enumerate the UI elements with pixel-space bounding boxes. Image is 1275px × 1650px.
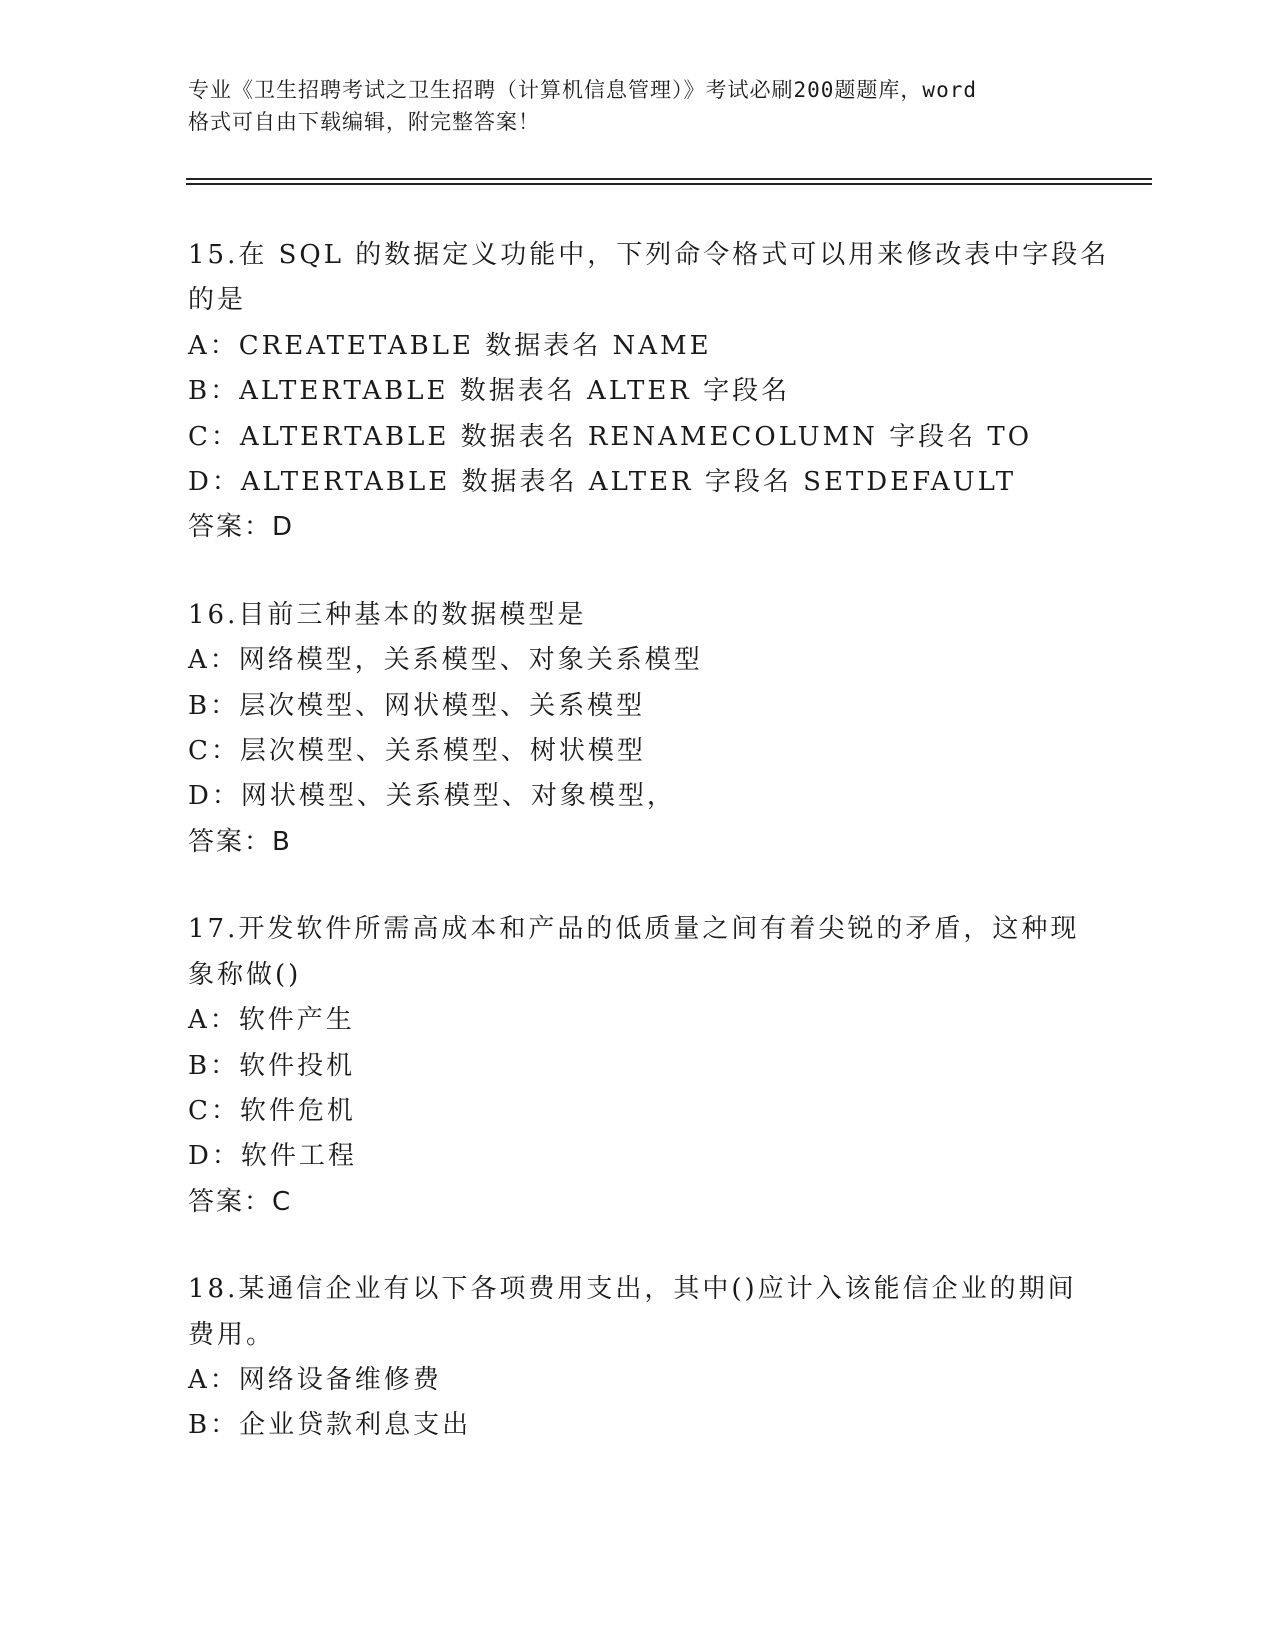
answer-key: 答案：D [188,512,295,543]
option-letter: C： [188,736,240,767]
question-stem-line: 15.在 SQL 的数据定义功能中，下列命令格式可以用来修改表中字段名 [188,240,1110,270]
option-text: 层次模型、关系模型、树状模型 [239,736,646,767]
answer-option [188,1089,1088,1134]
option-letter: D： [188,1141,241,1172]
option-letter: B： [188,376,240,407]
answer-key: 答案：C [188,1186,293,1217]
answer-option [188,369,1088,414]
header-title-line-2: 格式可自由下载编辑，附完整答案！ [188,110,540,134]
answer-option [188,415,1088,460]
option-letter: C： [188,421,240,452]
answer-option [188,1044,1088,1089]
option-text: 软件危机 [239,1095,356,1126]
option-text: 网状模型、关系模型、对象模型， [240,781,676,812]
answer-option [188,1358,1088,1403]
question-stem [188,1267,1088,1358]
question-stem-line: 16.目前三种基本的数据模型是 [188,599,587,630]
option-letter: C： [188,1095,240,1126]
option-text: 软件工程 [240,1141,357,1172]
answer-option [188,1403,1088,1448]
option-text: 网络设备维修费 [238,1364,442,1395]
option-text: ALTERTABLE 数据表名 ALTER 字段名 SETDEFAULT [240,467,1017,498]
answer-option [188,729,1088,774]
option-text: 软件投机 [239,1050,356,1081]
question-stem [188,593,1088,638]
option-text: 软件产生 [238,1005,355,1036]
option-text: ALTERTABLE 数据表名 RENAMECOLUMN 字段名 TO [239,421,1033,452]
question-stem-line: 费用。 [188,1319,276,1350]
option-text: ALTERTABLE 数据表名 ALTER 字段名 [239,376,791,407]
question-stem-line: 17.开发软件所需高成本和产品的低质量之间有着尖锐的矛盾，这种现 [188,914,1080,945]
question-block [188,593,1088,865]
answer-option [188,638,1088,683]
question-block [188,1267,1088,1449]
option-text: 网络模型，关系模型、对象关系模型 [238,645,703,676]
option-letter: D： [188,467,241,498]
option-letter: B： [188,1410,240,1441]
header-divider-bottom [186,183,1152,185]
option-text: 层次模型、网状模型、关系模型 [239,690,646,721]
question-stem-line: 的是 [188,285,247,316]
question-block [188,233,1110,551]
option-letter: B： [188,1050,240,1081]
document-header [188,74,1088,138]
option-text: 企业贷款利息支出 [239,1410,472,1441]
question-block [188,907,1088,1225]
answer-key: 答案：B [188,826,292,857]
question-stem-line: 18.某通信企业有以下各项费用支出，其中()应计入该能信企业的期间 [188,1274,1077,1305]
option-text: CREATETABLE 数据表名 NAME [238,330,712,361]
answer-option [188,1134,1088,1179]
answer-option [188,460,1088,505]
question-stem [188,233,1110,324]
answer-option [188,324,1088,369]
answer-option [188,998,1088,1043]
answer-option [188,774,1088,819]
header-divider-top [186,178,1152,180]
question-list [188,233,1110,1491]
option-letter: A： [188,645,239,676]
answer-option [188,684,1088,729]
question-stem-line: 象称做() [188,959,302,990]
option-letter: B： [188,690,240,721]
header-title-line-1: 专业《卫生招聘考试之卫生招聘（计算机信息管理）》考试必刷200题题库，word [188,78,977,102]
option-letter: A： [188,1364,239,1395]
option-letter: A： [188,1005,239,1036]
option-letter: D： [188,781,241,812]
question-stem [188,907,1088,998]
option-letter: A： [188,330,239,361]
